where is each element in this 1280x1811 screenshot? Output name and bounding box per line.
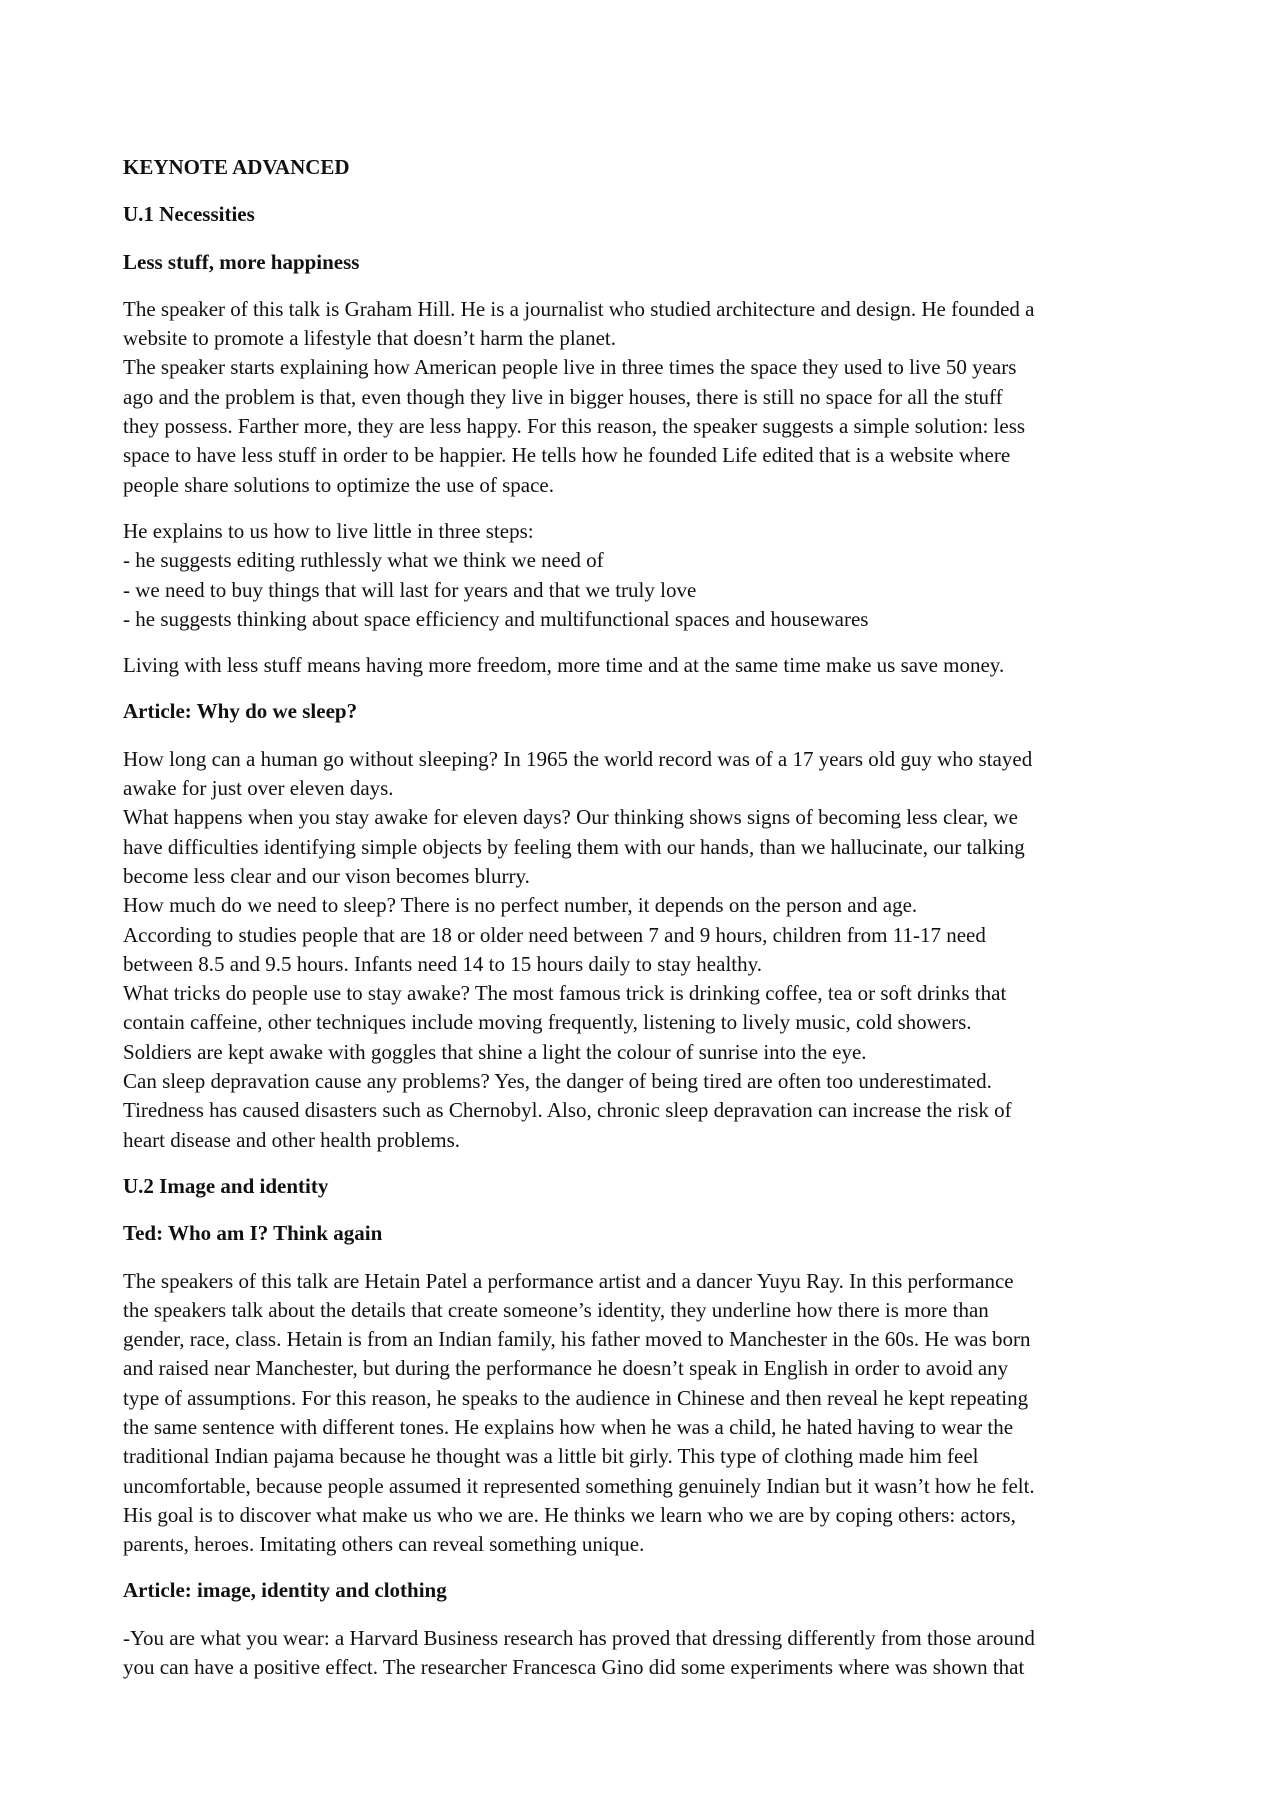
clothing-article-paragraph (123, 1624, 1173, 1683)
text-line: - we need to buy things that will last for years and that we truly love (123, 577, 697, 602)
less-stuff-heading: Less stuff, more happiness (123, 249, 360, 274)
text-line: The speakers of this talk are Hetain Patel a performance artist and a dancer Yuyu Ray. In this performance (123, 1268, 1014, 1293)
text-line: - he suggests thinking about space efficiency and multifunctional spaces and housewares (123, 606, 869, 631)
text-line: How much do we need to sleep? There is no perfect number, it depends on the person and age. (123, 893, 918, 918)
text-line: parents, heroes. Imitating others can reveal something unique. (123, 1532, 645, 1557)
text-line: heart disease and other health problems. (123, 1127, 461, 1152)
text-line: He explains to us how to live little in three steps: (123, 518, 534, 543)
text-line: the same sentence with different tones. He explains how when he was a child, he hated having to wear the (123, 1414, 1014, 1439)
text-line: you can have a positive effect. The researcher Francesca Gino did some experiments where was shown that (123, 1655, 1025, 1680)
text-line: traditional Indian pajama because he thought was a little bit girly. This type of clothing made him feel (123, 1444, 979, 1469)
text-line: Tiredness has caused disasters such as Chernobyl. Also, chronic sleep depravation can increase the risk of (123, 1098, 1012, 1123)
ted-paragraph (123, 1267, 1173, 1560)
ted-heading: Ted: Who am I? Think again (123, 1221, 383, 1246)
text-line: uncomfortable, because people assumed it represented something genuinely Indian but it wasn’t how he felt. (123, 1473, 1035, 1498)
less-stuff-conclusion (123, 651, 1173, 680)
unit-2-heading: U.2 Image and identity (123, 1173, 329, 1198)
text-line: - he suggests editing ruthlessly what we think we need of (123, 548, 604, 573)
text-line: become less clear and our vison becomes blurry. (123, 863, 530, 888)
document-title: KEYNOTE ADVANCED (123, 155, 350, 179)
text-line: the speakers talk about the details that create someone’s identity, they underline how there is more than (123, 1297, 989, 1322)
less-stuff-paragraph (123, 295, 1173, 500)
text-line: Living with less stuff means having more freedom, more time and at the same time make us save money. (123, 653, 1005, 678)
text-line: The speaker of this talk is Graham Hill. He is a journalist who studied architecture and design. He founded a (123, 296, 1035, 321)
text-line: His goal is to discover what make us who we are. He thinks we learn who we are by coping others: actors, (123, 1502, 1016, 1527)
text-line: people share solutions to optimize the use of space. (123, 472, 554, 497)
text-line: ago and the problem is that, even though they live in bigger houses, there is still no space for all the stuff (123, 384, 1003, 409)
text-line: How long can a human go without sleeping? In 1965 the world record was of a 17 years old guy who stayed (123, 746, 1033, 771)
text-line: What happens when you stay awake for eleven days? Our thinking shows signs of becoming less clear, we (123, 805, 1018, 830)
text-line: contain caffeine, other techniques include moving frequently, listening to lively music, cold showers. (123, 1010, 972, 1035)
text-line: have difficulties identifying simple objects by feeling them with our hands, than we hallucinate, our talking (123, 834, 1025, 859)
text-line: and raised near Manchester, but during the performance he doesn’t speak in English in order to avoid any (123, 1356, 1009, 1381)
text-line: What tricks do people use to stay awake? The most famous trick is drinking coffee, tea or soft drinks that (123, 981, 1007, 1006)
text-line: The speaker starts explaining how American people live in three times the space they used to live 50 years (123, 355, 1017, 380)
sleep-article-paragraph (123, 745, 1173, 1155)
sleep-article-heading: Article: Why do we sleep? (123, 699, 358, 724)
unit-1-heading: U.1 Necessities (123, 202, 255, 227)
text-line: website to promote a lifestyle that doesn’t harm the planet. (123, 326, 616, 351)
text-line: According to studies people that are 18 or older need between 7 and 9 hours, children from 11-17 need (123, 922, 986, 947)
clothing-article-heading: Article: image, identity and clothing (123, 1578, 447, 1603)
text-line: type of assumptions. For this reason, he speaks to the audience in Chinese and then reveal he kept repeating (123, 1385, 1029, 1410)
text-line: Soldiers are kept awake with goggles that shine a light the colour of sunrise into the eye. (123, 1039, 867, 1064)
text-line: -You are what you wear: a Harvard Business research has proved that dressing differently from those around (123, 1625, 1035, 1650)
text-line: space to have less stuff in order to be happier. He tells how he founded Life edited that is a website where (123, 443, 1011, 468)
text-line: they possess. Farther more, they are less happy. For this reason, the speaker suggests a simple solution: less (123, 414, 1026, 439)
three-steps-paragraph (123, 517, 1173, 634)
text-line: between 8.5 and 9.5 hours. Infants need 14 to 15 hours daily to stay healthy. (123, 951, 763, 976)
text-line: Can sleep depravation cause any problems? Yes, the danger of being tired are often too underestimated. (123, 1069, 992, 1094)
text-line: awake for just over eleven days. (123, 776, 394, 801)
document-page (123, 153, 1173, 1699)
text-line: gender, race, class. Hetain is from an Indian family, his father moved to Manchester in the 60s. He was born (123, 1327, 1031, 1352)
